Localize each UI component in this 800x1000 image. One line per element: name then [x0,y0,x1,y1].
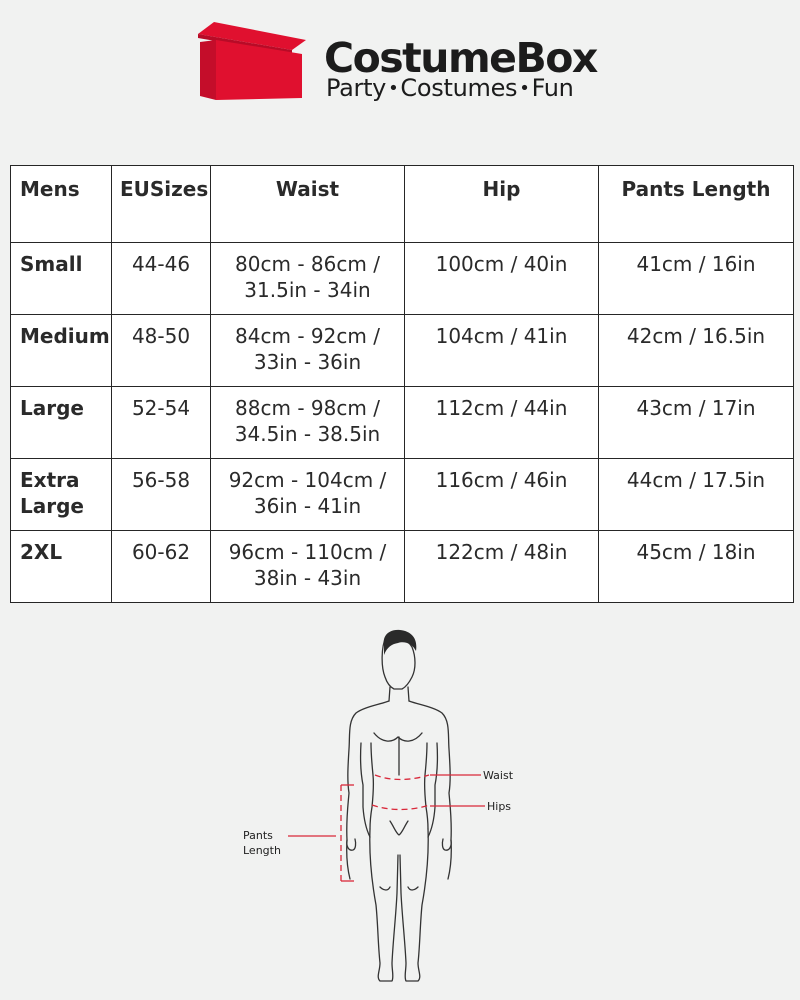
waist-cell: 92cm - 104cm / 36in - 41in [211,459,405,531]
costume-box-icon [196,20,308,102]
eu-size-cell: 52-54 [112,387,211,459]
size-cell: Small [11,243,112,315]
pants-length-cell: 44cm / 17.5in [599,459,794,531]
eu-size-cell: 44-46 [112,243,211,315]
waist-label: Waist [483,769,514,782]
tagline-word: Fun [531,74,574,102]
waist-cell: 96cm - 110cm / 38in - 43in [211,531,405,603]
header-eu-sizes: EUSizes [112,166,211,243]
hip-cell: 100cm / 40in [405,243,599,315]
size-cell: Medium [11,315,112,387]
table-row [11,315,794,387]
size-chart-table [10,165,794,603]
pants-length-cell: 42cm / 16.5in [599,315,794,387]
brand-tagline [326,76,574,100]
waist-cell: 84cm - 92cm / 33in - 36in [211,315,405,387]
brand-logo [196,20,606,102]
eu-size-cell: 60-62 [112,531,211,603]
hips-label: Hips [487,800,512,813]
pants-length-label: Pants Length [243,829,281,857]
tagline-word: Costumes [400,74,518,102]
header-waist: Waist [211,166,405,243]
header-hip: Hip [405,166,599,243]
hip-cell: 112cm / 44in [405,387,599,459]
tagline-separator: • [519,78,530,99]
header-pants-length: Pants Length [599,166,794,243]
table-row [11,387,794,459]
tagline-word: Party [326,74,387,102]
table-header-row [11,166,794,243]
size-cell: Large [11,387,112,459]
waist-cell: 80cm - 86cm / 31.5in - 34in [211,243,405,315]
pants-length-cell: 45cm / 18in [599,531,794,603]
brand-name: CostumeBox [324,34,597,82]
hip-cell: 116cm / 46in [405,459,599,531]
waist-cell: 88cm - 98cm / 34.5in - 38.5in [211,387,405,459]
table-row [11,459,794,531]
eu-size-cell: 48-50 [112,315,211,387]
pants-length-cell: 43cm / 17in [599,387,794,459]
hip-cell: 122cm / 48in [405,531,599,603]
size-cell: Extra Large [11,459,112,531]
hip-cell: 104cm / 41in [405,315,599,387]
male-body-outline-icon [230,625,530,990]
size-cell: 2XL [11,531,112,603]
tagline-separator: • [388,78,399,99]
eu-size-cell: 56-58 [112,459,211,531]
pants-length-cell: 41cm / 16in [599,243,794,315]
header-mens: Mens [11,166,112,243]
table-row [11,531,794,603]
table-row [11,243,794,315]
